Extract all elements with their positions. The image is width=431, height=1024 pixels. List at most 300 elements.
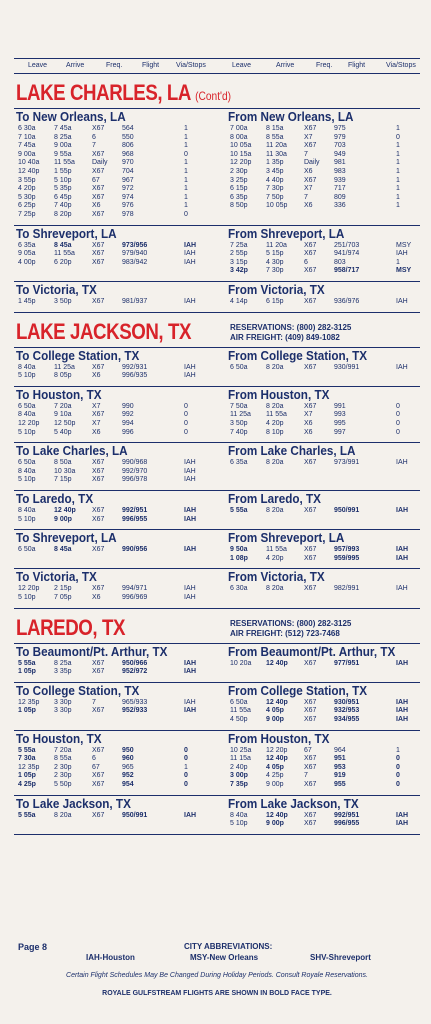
leave-time: 1 08p	[230, 554, 248, 562]
via-stops: IAH	[396, 659, 409, 667]
flight-number: 930/991	[334, 363, 360, 371]
via-stops: IAH	[184, 258, 196, 266]
frequency: X67	[92, 668, 105, 676]
flight-number: 704	[122, 167, 134, 175]
flight-number: 803	[334, 258, 346, 266]
leave-time: 6 30a	[230, 585, 248, 593]
route-title: To Laredo, TX	[16, 490, 94, 506]
col-leave: Leave	[28, 62, 48, 69]
flight-row	[228, 429, 428, 438]
via-stops: IAH	[396, 811, 409, 819]
arrive-time: 3 35p	[54, 668, 72, 676]
flight-row	[228, 185, 428, 194]
departures-column	[16, 443, 216, 485]
route-title: From New Orleans, LA	[228, 109, 354, 124]
flight-number: 976	[122, 202, 134, 210]
flight-row	[16, 812, 216, 821]
arrive-time: 8 55a	[54, 755, 72, 763]
frequency: X6	[92, 428, 101, 436]
via-stops: IAH	[396, 546, 409, 554]
air-freight-phone: AIR FREIGHT: (409) 849-1082	[230, 332, 340, 342]
via-stops: IAH	[184, 811, 197, 819]
frequency: X67	[304, 820, 317, 828]
leave-time: 3 50p	[230, 419, 248, 427]
leave-time: 7 45a	[18, 142, 36, 150]
leave-time: 7 00a	[230, 125, 248, 132]
frequency: X67	[304, 297, 317, 305]
via-stops: IAH	[184, 668, 197, 676]
flight-number: 950/991	[334, 506, 360, 514]
leave-time: 12 40p	[18, 167, 40, 175]
flight-number: 992/931	[122, 363, 148, 371]
flight-number: 717	[334, 185, 346, 193]
frequency: X7	[304, 185, 313, 193]
reservations-phone: RESERVATIONS: (800) 282-3125	[230, 618, 352, 628]
via-stops: IAH	[184, 707, 197, 715]
via-stops: IAH	[184, 297, 196, 305]
reservations-info	[230, 619, 351, 639]
flight-number: 991	[334, 402, 346, 410]
flight-row	[228, 747, 428, 756]
arrive-time: 4 40p	[266, 176, 284, 184]
flight-number: 996	[122, 428, 134, 436]
via-stops: 0	[184, 411, 188, 419]
arrive-time: 11 55a	[54, 159, 75, 167]
flight-number: 965/933	[122, 698, 148, 706]
flight-number: 958/717	[334, 267, 360, 275]
arrive-time: 4 05p	[266, 763, 284, 771]
leave-time: 3 15p	[230, 258, 248, 266]
arrive-time: 7 15p	[54, 476, 72, 484]
flight-number: 967	[122, 176, 134, 184]
arrive-time: 3 30p	[54, 698, 72, 706]
flight-row	[16, 476, 216, 485]
arrive-time: 9 10a	[54, 411, 72, 419]
flight-row	[16, 459, 216, 468]
arrive-time: 7 30p	[266, 185, 284, 193]
leave-time: 6 50a	[230, 698, 248, 706]
departures-column	[16, 530, 216, 555]
frequency: X67	[304, 142, 317, 150]
frequency: Daily	[304, 159, 320, 167]
arrive-time: 11 20a	[266, 241, 287, 249]
flight-number: 336	[334, 202, 346, 210]
via-stops: 1	[184, 185, 188, 193]
col-arrive: Arrive	[276, 62, 295, 69]
city-name-text: LAREDO, TX	[16, 614, 125, 640]
flight-row	[16, 168, 216, 177]
flight-number: 951	[334, 755, 346, 763]
leave-time: 11 25a	[230, 411, 251, 419]
city-name-text: LAKE JACKSON, TX	[16, 318, 192, 344]
flight-row	[16, 594, 216, 603]
arrive-time: 8 45a	[54, 241, 72, 249]
arrive-time: 8 20a	[54, 811, 72, 819]
flight-number: 979/940	[122, 250, 148, 258]
flight-row	[228, 134, 428, 143]
arrive-time: 8 25a	[54, 133, 72, 141]
flight-row	[228, 699, 428, 708]
via-stops: 1	[396, 193, 400, 201]
frequency: X67	[92, 546, 105, 554]
arrive-time: 8 20a	[266, 402, 284, 410]
arrive-time: 8 20a	[266, 459, 284, 467]
via-stops: IAH	[396, 250, 408, 258]
route-block	[14, 569, 420, 608]
leave-time: 3 25p	[230, 176, 248, 184]
leave-time: 3 42p	[230, 267, 248, 275]
column-header-row	[14, 58, 420, 74]
frequency: X6	[304, 167, 313, 175]
flight-row	[228, 364, 428, 373]
arrive-time: 4 30p	[266, 258, 284, 266]
frequency: X67	[92, 411, 105, 419]
flight-row	[228, 585, 428, 594]
arrive-time: 9 00p	[54, 515, 72, 523]
flight-number: 992/951	[122, 506, 148, 514]
flight-number: 994/971	[122, 585, 148, 593]
flight-row	[16, 516, 216, 525]
flight-row	[16, 202, 216, 211]
leave-time: 2 40p	[230, 763, 248, 771]
frequency: X67	[92, 772, 105, 780]
arrive-time: 11 55a	[54, 250, 75, 258]
via-stops: 1	[396, 185, 400, 193]
via-stops: IAH	[396, 459, 408, 467]
arrive-time: 11 30a	[266, 150, 287, 158]
via-stops: 0	[396, 763, 400, 771]
flight-row	[16, 668, 216, 677]
departures-column	[16, 644, 216, 677]
leave-time: 12 20p	[230, 159, 252, 167]
route-title: To College Station, TX	[16, 347, 140, 363]
arrivals-column	[228, 282, 428, 307]
route-title: To Houston, TX	[16, 730, 102, 746]
city-header	[14, 74, 420, 109]
flight-number: 975	[334, 125, 346, 132]
city-name	[16, 80, 231, 106]
frequency: X67	[304, 763, 317, 771]
frequency: X67	[92, 258, 105, 266]
departures-column	[16, 683, 216, 716]
flight-number: 973/956	[122, 241, 148, 249]
leave-time: 4 50p	[230, 715, 248, 723]
leave-time: 12 20p	[18, 419, 40, 427]
arrive-time: 4 20p	[266, 419, 284, 427]
arrive-time: 8 55a	[266, 133, 284, 141]
via-stops: 0	[184, 402, 188, 410]
frequency: X67	[304, 715, 317, 723]
leave-time: 3 00p	[230, 772, 248, 780]
via-stops: IAH	[184, 250, 196, 258]
flight-row	[228, 555, 428, 564]
frequency: X67	[304, 267, 317, 275]
col-leave: Leave	[232, 62, 252, 69]
leave-time: 8 40a	[230, 811, 248, 819]
departures-column	[16, 796, 216, 821]
via-stops: 1	[396, 176, 400, 184]
leave-time: 6 35a	[230, 459, 248, 467]
frequency: X67	[304, 506, 317, 514]
flight-row	[16, 468, 216, 477]
via-stops: 0	[184, 780, 188, 788]
route-title: To Beaumont/Pt. Arthur, TX	[16, 643, 168, 659]
flight-number: 996/955	[122, 515, 148, 523]
arrive-time: 7 30p	[266, 267, 284, 275]
via-stops: IAH	[396, 363, 408, 371]
frequency: 6	[92, 755, 96, 763]
frequency: X7	[92, 402, 101, 410]
abbreviations-title: CITY ABBREVIATIONS:	[184, 942, 273, 951]
departures-column	[16, 348, 216, 381]
frequency: X6	[92, 593, 101, 601]
route-title: To Shreveport, LA	[16, 530, 117, 546]
route-title: From Victoria, TX	[228, 281, 325, 297]
flight-number: 960	[122, 755, 134, 763]
leave-time: 2 55p	[230, 250, 248, 258]
flight-row	[228, 403, 428, 412]
frequency: X67	[304, 546, 317, 554]
frequency: X6	[304, 428, 313, 436]
flight-number: 950/991	[122, 811, 148, 819]
flight-row	[16, 142, 216, 151]
frequency: X67	[304, 707, 317, 715]
arrive-time: 10 30a	[54, 467, 76, 475]
route-title: From College Station, TX	[228, 347, 368, 363]
via-stops: 1	[396, 746, 400, 754]
via-stops: IAH	[184, 363, 196, 371]
page-number: Page 8	[18, 942, 48, 952]
flight-row	[228, 707, 428, 716]
arrive-time: 3 45p	[266, 167, 284, 175]
frequency: X67	[92, 297, 105, 305]
via-stops: IAH	[396, 820, 409, 828]
col-flight: Flight	[142, 62, 160, 69]
flight-row	[228, 812, 428, 821]
arrivals-column	[228, 109, 428, 211]
flight-row	[16, 507, 216, 516]
arrive-time: 12 40p	[266, 659, 288, 667]
flight-number: 974	[122, 193, 134, 201]
flight-row	[228, 764, 428, 773]
arrive-time: 5 50p	[54, 780, 72, 788]
via-stops: IAH	[396, 707, 409, 715]
flight-number: 952/933	[122, 707, 148, 715]
via-stops: MSY	[396, 241, 412, 249]
departures-column	[16, 226, 216, 268]
arrive-time: 8 20p	[54, 210, 72, 218]
reservations-phone: RESERVATIONS: (800) 282-3125	[230, 322, 352, 332]
leave-time: 10 20a	[230, 659, 252, 667]
arrive-time: 6 15p	[266, 297, 284, 305]
via-stops: 1	[184, 167, 188, 175]
flight-row	[16, 546, 216, 555]
arrive-time: 12 40p	[54, 506, 76, 514]
flight-row	[228, 151, 428, 160]
arrive-time: 2 30p	[54, 772, 72, 780]
leave-time: 12 35p	[18, 698, 40, 706]
leave-time: 11 55a	[230, 707, 251, 715]
sections	[14, 74, 420, 835]
arrive-time: 12 40p	[266, 811, 288, 819]
flight-number: 939	[334, 176, 346, 184]
flight-row	[16, 747, 216, 756]
route-block	[14, 491, 420, 530]
route-title: From College Station, TX	[228, 682, 368, 698]
arrivals-column	[228, 644, 428, 669]
flight-number: 550	[122, 133, 134, 141]
flight-row	[228, 168, 428, 177]
frequency: X67	[304, 241, 317, 249]
flight-row	[16, 259, 216, 268]
arrivals-column	[228, 387, 428, 437]
arrive-time: 11 20a	[266, 142, 287, 150]
arrive-time: 12 20p	[266, 746, 288, 754]
route-block	[14, 226, 420, 282]
flight-row	[228, 820, 428, 829]
frequency: X67	[92, 506, 105, 514]
flight-number: 992/951	[334, 811, 360, 819]
flight-row	[16, 364, 216, 373]
flight-number: 934/955	[334, 715, 360, 723]
flight-row	[16, 298, 216, 307]
arrive-time: 9 55a	[54, 150, 72, 158]
arrive-time: 12 50p	[54, 419, 76, 427]
flight-row	[16, 403, 216, 412]
frequency: X67	[92, 125, 105, 132]
via-stops: 0	[184, 210, 188, 218]
leave-time: 5 10p	[18, 372, 36, 380]
via-stops: IAH	[396, 585, 408, 593]
via-stops: 1	[184, 159, 188, 167]
route-title: To Victoria, TX	[16, 281, 97, 297]
flight-number: 949	[334, 150, 346, 158]
leave-time: 1 05p	[18, 668, 36, 676]
leave-time: 8 50p	[230, 202, 248, 210]
arrive-time: 12 40p	[266, 755, 288, 763]
city-name	[16, 319, 191, 345]
leave-time: 6 35p	[230, 193, 248, 201]
frequency: X67	[304, 363, 317, 371]
frequency: X67	[92, 250, 105, 258]
via-stops: 0	[396, 772, 400, 780]
col-via: Via/Stops	[386, 62, 416, 69]
col-arrive: Arrive	[66, 62, 85, 69]
leave-time: 6 25p	[18, 202, 36, 210]
via-stops: IAH	[396, 715, 409, 723]
flight-number: 968	[122, 150, 134, 158]
arrivals-column	[228, 443, 428, 468]
flight-row	[16, 764, 216, 773]
flight-number: 979	[334, 133, 346, 141]
flight-row	[228, 259, 428, 268]
frequency: X67	[92, 459, 105, 467]
leave-time: 9 50a	[230, 546, 248, 554]
arrive-time: 7 20a	[54, 402, 72, 410]
frequency: X67	[92, 707, 105, 715]
frequency: X67	[92, 659, 105, 667]
frequency: X67	[92, 515, 105, 523]
flight-row	[16, 250, 216, 259]
leave-time: 4 14p	[230, 297, 248, 305]
arrive-time: 5 10p	[54, 176, 72, 184]
col-freq: Freq.	[316, 62, 333, 69]
flight-number: 950	[122, 746, 134, 754]
flight-row	[16, 194, 216, 203]
route-block	[14, 530, 420, 569]
via-stops: IAH	[184, 459, 196, 467]
frequency: X67	[92, 193, 105, 201]
flight-row	[228, 159, 428, 168]
via-stops: 0	[396, 428, 400, 436]
abbreviation: SHV-Shreveport	[310, 953, 371, 962]
via-stops: 1	[396, 159, 400, 167]
flight-number: 996/978	[122, 476, 148, 484]
via-stops: IAH	[396, 698, 409, 706]
route-title: From Laredo, TX	[228, 490, 321, 506]
col-flight: Flight	[348, 62, 366, 69]
frequency: 7	[304, 772, 308, 780]
via-stops: 0	[396, 402, 400, 410]
flight-row	[16, 585, 216, 594]
via-stops: IAH	[184, 476, 196, 484]
frequency: X67	[92, 185, 105, 193]
leave-time: 9 00a	[18, 150, 36, 158]
leave-time: 1 05p	[18, 707, 36, 715]
frequency: X67	[92, 167, 105, 175]
route-block	[14, 796, 420, 835]
leave-time: 8 00a	[230, 133, 248, 141]
via-stops: IAH	[184, 515, 197, 523]
frequency: X67	[92, 811, 105, 819]
flight-number: 806	[122, 142, 134, 150]
arrive-time: 11 55a	[266, 411, 287, 419]
leave-time: 8 40a	[18, 467, 36, 475]
leave-time: 8 40a	[18, 363, 36, 371]
flight-row	[228, 772, 428, 781]
flight-row	[228, 177, 428, 186]
departures-column	[16, 569, 216, 602]
flight-number: 978	[122, 210, 134, 218]
route-title: From Shreveport, LA	[228, 530, 345, 546]
leave-time: 12 20p	[18, 585, 40, 593]
leave-time: 5 10p	[230, 820, 248, 828]
flight-row	[16, 372, 216, 381]
via-stops: MSY	[396, 267, 412, 275]
arrive-time: 6 20p	[54, 258, 72, 266]
arrive-time: 8 45a	[54, 546, 72, 554]
leave-time: 8 40a	[18, 506, 36, 514]
via-stops: 0	[184, 150, 188, 158]
arrive-time: 9 00p	[266, 820, 284, 828]
frequency: Daily	[92, 159, 108, 167]
arrivals-column	[228, 569, 428, 594]
leave-time: 5 30p	[18, 193, 36, 201]
flight-row	[228, 142, 428, 151]
leave-time: 4 20p	[18, 185, 36, 193]
flight-row	[228, 420, 428, 429]
schedule-page	[14, 58, 420, 1018]
abbreviation: IAH-Houston	[86, 953, 135, 962]
departures-column	[16, 387, 216, 437]
frequency: X67	[304, 250, 317, 258]
via-stops: IAH	[184, 467, 196, 475]
arrive-time: 5 40p	[54, 428, 72, 436]
flight-row	[16, 125, 216, 134]
flight-number: 564	[122, 125, 134, 132]
frequency: X67	[92, 363, 105, 371]
flight-row	[228, 242, 428, 251]
